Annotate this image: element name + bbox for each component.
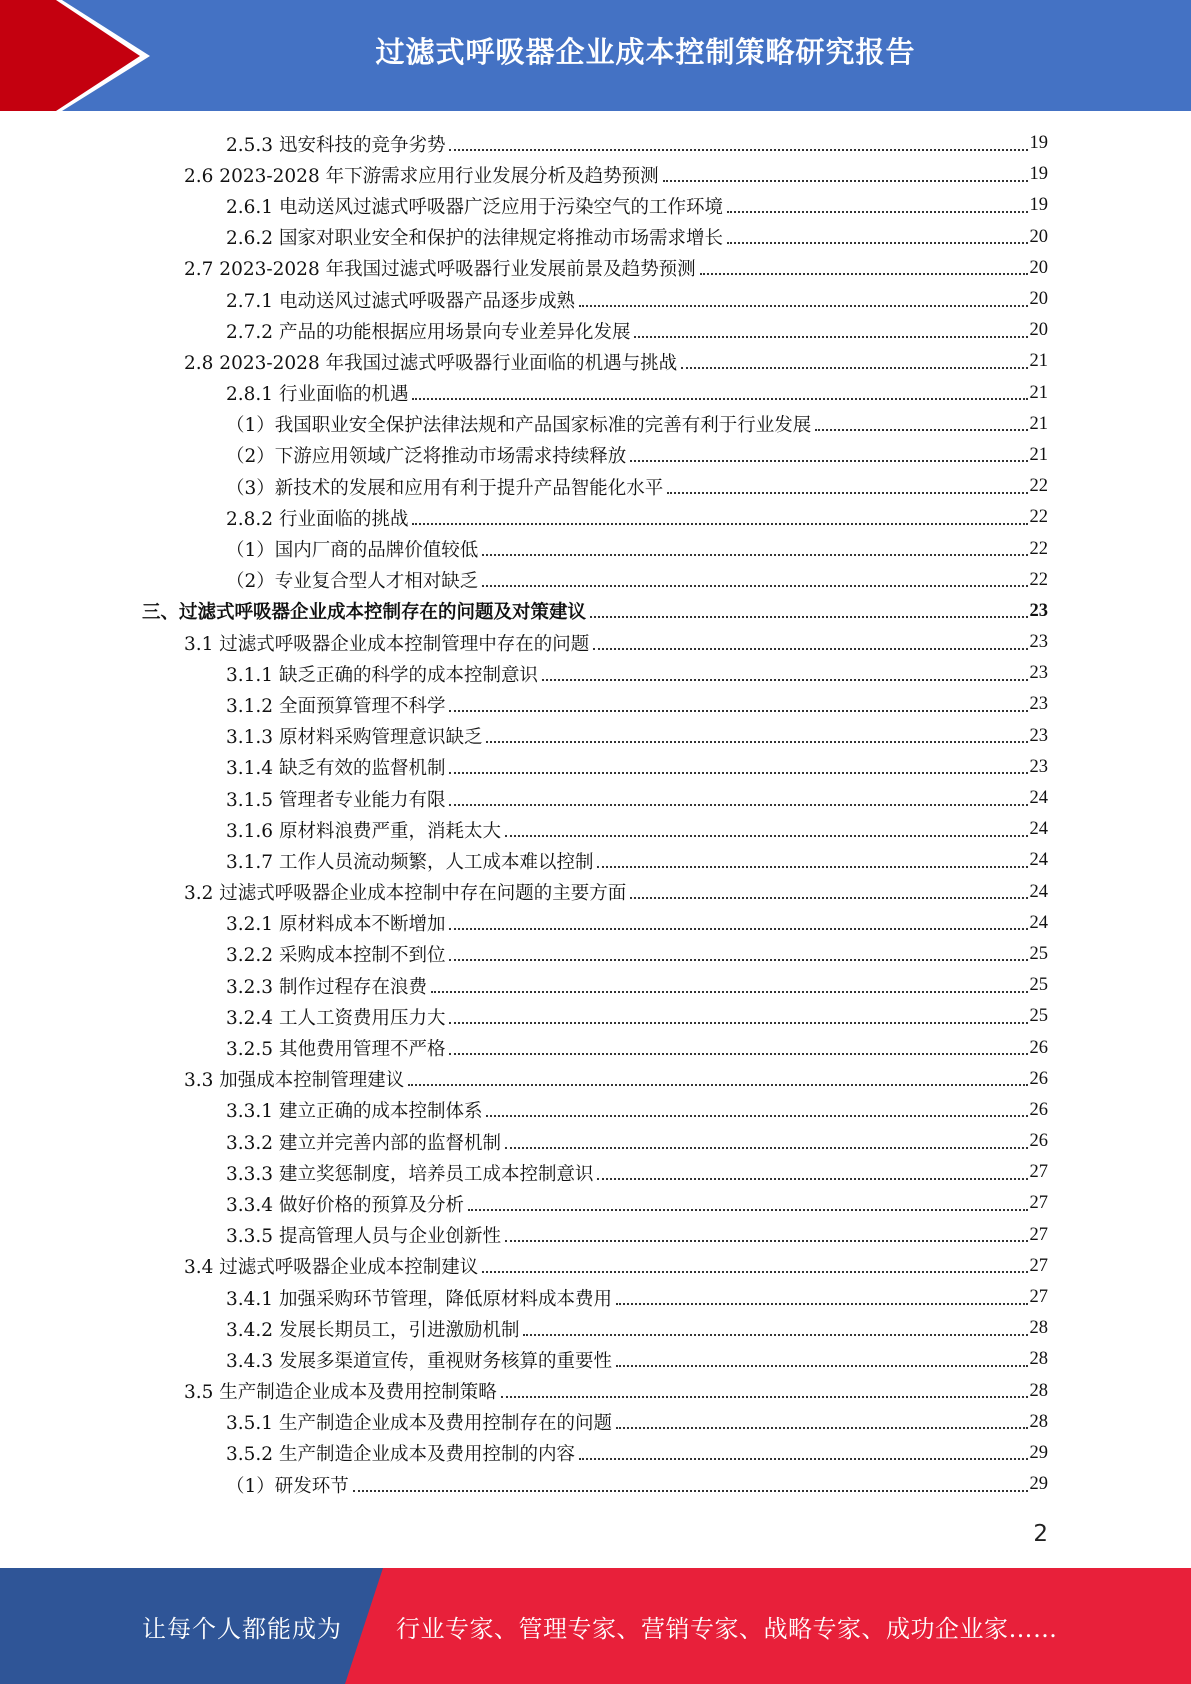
toc-entry-label: 3.2.5 其他费用管理不严格 [226,1039,446,1061]
toc-entry[interactable] [0,1313,1191,1344]
toc-dot-leader [630,897,1027,899]
toc-entry[interactable] [0,970,1191,1001]
toc-dot-leader [597,1178,1027,1180]
footer-slogan-right: 行业专家、管理专家、营销专家、战略专家、成功企业家…… [396,1614,1058,1643]
toc-entry-label: 3.1.5 管理者专业能力有限 [226,789,446,811]
toc-dot-leader [505,1147,1028,1149]
toc-entry-label: 3.1.6 原材料浪费严重，消耗太大 [226,820,501,842]
toc-entry[interactable] [0,814,1191,845]
toc-entry[interactable] [0,1438,1191,1469]
toc-dot-leader [505,835,1028,837]
toc-entry-page: 25 [1029,1006,1048,1027]
toc-entry[interactable] [0,128,1191,159]
toc-entry-page: 23 [1029,632,1048,653]
toc-entry[interactable] [0,378,1191,409]
toc-dot-leader [482,585,1027,587]
toc-entry[interactable] [0,1032,1191,1063]
page-header [0,0,1191,111]
toc-entry[interactable] [0,658,1191,689]
toc-entry[interactable] [0,502,1191,533]
toc-entry-page: 27 [1029,1287,1048,1308]
toc-entry-label: 3.5 生产制造企业成本及费用控制策略 [184,1382,497,1404]
toc-dot-leader [412,398,1027,400]
toc-dot-leader [681,367,1027,369]
toc-entry-page: 19 [1029,133,1048,154]
toc-entry[interactable] [0,689,1191,720]
toc-entry-label: （1）国内厂商的品牌价值较低 [226,540,479,562]
toc-entry[interactable] [0,159,1191,190]
toc-entry-label: 3.2.4 工人工资费用压力大 [226,1007,446,1029]
toc-entry-page: 27 [1029,1193,1048,1214]
toc-entry-page: 23 [1029,663,1048,684]
toc-entry-page: 22 [1029,538,1048,559]
toc-entry[interactable] [0,627,1191,658]
toc-entry-label: 2.8.2 行业面临的挑战 [226,508,409,530]
toc-entry-page: 26 [1029,1131,1048,1152]
toc-entry-label: 3.3.4 做好价格的预算及分析 [226,1194,464,1216]
toc-entry-label: 2.7.2 产品的功能根据应用场景向专业差异化发展 [226,321,631,343]
toc-entry-label: 2.5.3 迅安科技的竞争劣势 [226,134,446,156]
toc-dot-leader [597,866,1027,868]
toc-entry[interactable] [0,1064,1191,1095]
toc-entry-page: 19 [1029,195,1048,216]
toc-entry[interactable] [0,315,1191,346]
toc-dot-leader [482,1271,1027,1273]
toc-entry[interactable] [0,1001,1191,1032]
toc-entry[interactable] [0,1251,1191,1282]
toc-dot-leader [449,1053,1027,1055]
toc-entry-page: 21 [1029,444,1048,465]
toc-dot-leader [593,648,1027,650]
toc-dot-leader [815,429,1027,431]
toc-entry-label: 3.3.1 建立正确的成本控制体系 [226,1101,483,1123]
toc-entry-page: 20 [1029,289,1048,310]
toc-dot-leader [634,336,1027,338]
toc-entry[interactable] [0,253,1191,284]
toc-entry[interactable] [0,346,1191,377]
toc-entry-label: 3.1.1 缺乏正确的科学的成本控制意识 [226,664,538,686]
toc-entry-page: 21 [1029,413,1048,434]
toc-dot-leader [630,460,1027,462]
toc-entry-label: 3.1.7 工作人员流动频繁，人工成本难以控制 [226,851,594,873]
toc-entry-page: 27 [1029,1255,1048,1276]
toc-entry[interactable] [0,1282,1191,1313]
toc-entry-page: 20 [1029,320,1048,341]
toc-entry-label: 3.2.1 原材料成本不断增加 [226,914,446,936]
toc-entry-label: 3.4.2 发展长期员工，引进激励机制 [226,1319,520,1341]
toc-entry-page: 25 [1029,975,1048,996]
toc-entry-label: 3.5.2 生产制造企业成本及费用控制的内容 [226,1444,575,1466]
toc-dot-leader [468,1209,1028,1211]
toc-dot-leader [590,616,1027,618]
toc-entry-label: 2.6.1 电动送风过滤式呼吸器广泛应用于污染空气的工作环境 [226,196,723,218]
toc-entry[interactable] [0,1220,1191,1251]
toc-dot-leader [431,991,1028,993]
toc-dot-leader [412,523,1027,525]
toc-entry-label: 3.2.3 制作过程存在浪费 [226,976,427,998]
toc-entry[interactable] [0,1095,1191,1126]
toc-entry[interactable] [0,1407,1191,1438]
toc-dot-leader [449,804,1027,806]
toc-entry-label: 3.1.4 缺乏有效的监督机制 [226,758,446,780]
toc-entry-label: 3.3.5 提高管理人员与企业创新性 [226,1226,501,1248]
toc-entry-page: 28 [1029,1380,1048,1401]
toc-entry-page: 21 [1029,382,1048,403]
toc-dot-leader [700,273,1028,275]
toc-entry-label: 3.4.3 发展多渠道宣传，重视财务核算的重要性 [226,1350,612,1372]
toc-entry[interactable] [0,783,1191,814]
toc-dot-leader [542,679,1028,681]
toc-entry-page: 22 [1029,569,1048,590]
toc-dot-leader [449,772,1027,774]
toc-entry-page: 24 [1029,819,1048,840]
toc-entry[interactable] [0,190,1191,221]
toc-dot-leader [449,710,1027,712]
toc-entry[interactable] [0,222,1191,253]
toc-dot-leader [727,211,1028,213]
toc-entry-label: 3.5.1 生产制造企业成本及费用控制存在的问题 [226,1413,612,1435]
toc-entry-page: 28 [1029,1411,1048,1432]
toc-dot-leader [663,180,1028,182]
toc-entry-page: 29 [1029,1442,1048,1463]
toc-entry[interactable] [0,284,1191,315]
toc-entry-label: 3.3.3 建立奖惩制度，培养员工成本控制意识 [226,1163,594,1185]
toc-entry-page: 20 [1029,257,1048,278]
toc-dot-leader [505,1240,1028,1242]
toc-entry-label: 2.8.1 行业面临的机遇 [226,384,409,406]
toc-entry-label: 3.1.3 原材料采购管理意识缺乏 [226,727,483,749]
toc-entry-label: 2.8 2023-2028 年我国过滤式呼吸器行业面临的机遇与挑战 [184,352,678,374]
toc-entry-label: （2）专业复合型人才相对缺乏 [226,571,479,593]
toc-entry-label: 三、过滤式呼吸器企业成本控制存在的问题及对策建议 [142,602,587,624]
toc-entry-label: （2）下游应用领域广泛将推动市场需求持续释放 [226,446,627,468]
toc-entry[interactable] [0,596,1191,627]
toc-dot-leader [486,741,1027,743]
toc-dot-leader [501,1396,1028,1398]
toc-dot-leader [523,1334,1027,1336]
page-footer [0,1568,1191,1684]
toc-entry-label: 3.4.1 加强采购环节管理，降低原材料成本费用 [226,1288,612,1310]
toc-dot-leader [667,492,1027,494]
header-arrow-icon [0,0,160,111]
toc-entry[interactable] [0,565,1191,596]
toc-entry-label: 3.1 过滤式呼吸器企业成本控制管理中存在的问题 [184,633,590,655]
table-of-contents [0,128,1191,1500]
toc-entry-page: 25 [1029,943,1048,964]
toc-entry-page: 27 [1029,1162,1048,1183]
header-title: 过滤式呼吸器企业成本控制策略研究报告 [375,34,916,69]
toc-entry[interactable] [0,440,1191,471]
toc-entry-page: 22 [1029,507,1048,528]
toc-dot-leader [616,1427,1028,1429]
toc-dot-leader [727,242,1028,244]
toc-entry-page: 23 [1029,600,1048,621]
toc-entry-label: （3）新技术的发展和应用有利于提升产品智能化水平 [226,477,664,499]
footer-slogan-left: 让每个人都能成为 [142,1614,342,1643]
toc-entry-page: 22 [1029,476,1048,497]
toc-entry[interactable] [0,1376,1191,1407]
toc-dot-leader [449,959,1027,961]
toc-dot-leader [486,1115,1027,1117]
toc-entry-page: 23 [1029,725,1048,746]
toc-entry-page: 28 [1029,1318,1048,1339]
toc-entry-page: 24 [1029,788,1048,809]
toc-entry[interactable] [0,939,1191,970]
toc-dot-leader [449,1022,1027,1024]
toc-entry-label: （1）我国职业安全保护法律法规和产品国家标准的完善有利于行业发展 [226,415,812,437]
toc-entry-label: 3.3.2 建立并完善内部的监督机制 [226,1132,501,1154]
toc-entry-page: 26 [1029,1037,1048,1058]
toc-entry-label: 2.7 2023-2028 年我国过滤式呼吸器行业发展前景及趋势预测 [184,259,696,281]
toc-entry[interactable] [0,877,1191,908]
toc-entry-label: 2.7.1 电动送风过滤式呼吸器产品逐步成熟 [226,290,575,312]
toc-entry-page: 20 [1029,226,1048,247]
toc-entry[interactable] [0,1126,1191,1157]
toc-entry-label: 3.2 过滤式呼吸器企业成本控制中存在问题的主要方面 [184,883,627,905]
toc-entry-label: 2.6.2 国家对职业安全和保护的法律规定将推动市场需求增长 [226,228,723,250]
toc-entry[interactable] [0,471,1191,502]
page-number: 2 [1033,1521,1048,1547]
toc-entry-page: 23 [1029,756,1048,777]
toc-entry-page: 27 [1029,1224,1048,1245]
toc-entry-page: 26 [1029,1068,1048,1089]
toc-dot-leader [579,1458,1028,1460]
toc-entry[interactable] [0,1344,1191,1375]
toc-entry[interactable] [0,845,1191,876]
toc-entry-label: 2.6 2023-2028 年下游需求应用行业发展分析及趋势预测 [184,165,659,187]
toc-dot-leader [353,1490,1028,1492]
toc-entry-page: 23 [1029,694,1048,715]
toc-dot-leader [408,1084,1027,1086]
toc-entry-page: 24 [1029,850,1048,871]
toc-entry-page: 24 [1029,912,1048,933]
toc-entry-label: 3.2.2 采购成本控制不到位 [226,945,446,967]
toc-entry-page: 21 [1029,351,1048,372]
toc-entry[interactable] [0,752,1191,783]
toc-entry[interactable] [0,721,1191,752]
toc-dot-leader [482,554,1027,556]
toc-entry[interactable] [0,908,1191,939]
toc-entry[interactable] [0,1469,1191,1500]
toc-entry[interactable] [0,1188,1191,1219]
toc-dot-leader [579,305,1028,307]
toc-dot-leader [449,928,1027,930]
toc-entry-label: 3.3 加强成本控制管理建议 [184,1070,405,1092]
toc-entry-page: 26 [1029,1099,1048,1120]
toc-entry-page: 19 [1029,164,1048,185]
toc-entry[interactable] [0,533,1191,564]
toc-entry[interactable] [0,1157,1191,1188]
toc-dot-leader [616,1303,1028,1305]
toc-entry-label: 3.1.2 全面预算管理不科学 [226,695,446,717]
toc-dot-leader [616,1365,1028,1367]
toc-entry-page: 28 [1029,1349,1048,1370]
toc-entry-label: （1）研发环节 [226,1475,349,1497]
toc-dot-leader [449,149,1027,151]
toc-entry-page: 24 [1029,881,1048,902]
toc-entry-label: 3.4 过滤式呼吸器企业成本控制建议 [184,1257,479,1279]
toc-entry-page: 29 [1029,1474,1048,1495]
toc-entry[interactable] [0,409,1191,440]
